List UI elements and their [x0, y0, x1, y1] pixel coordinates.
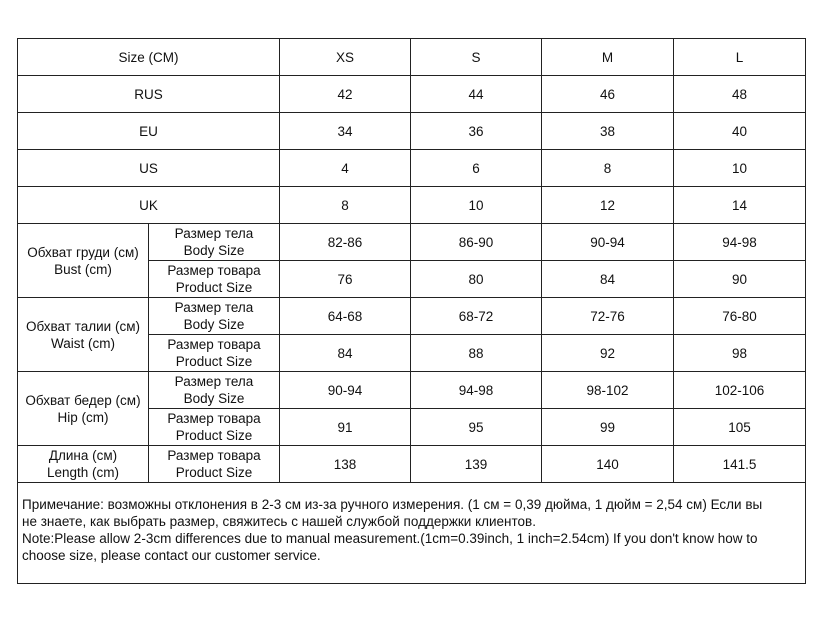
table-cell: 84: [542, 261, 674, 298]
size-table: [17, 38, 806, 584]
sub-label-ru: Размер тела: [174, 374, 254, 389]
row-label-rus: RUS: [18, 76, 280, 113]
table-cell: 64-68: [280, 298, 411, 335]
note-en-line-2: choose size, please contact our customer service.: [22, 548, 321, 563]
table-cell: 72-76: [542, 298, 674, 335]
note-row: [18, 483, 806, 584]
table-cell: 90-94: [280, 372, 411, 409]
group-label-en: Length (cm): [46, 465, 120, 480]
table-cell: 102-106: [674, 372, 806, 409]
group-label-en: Waist (cm): [51, 335, 115, 351]
table-cell: 99: [542, 409, 674, 446]
group-label-ru: Обхват бедер (см): [25, 392, 141, 408]
sub-label-ru: Размер товара: [167, 337, 261, 352]
table-cell: 94-98: [674, 224, 806, 261]
table-cell: 141.5: [674, 446, 806, 483]
group-label-waist: [18, 298, 149, 372]
group-label-hip: [18, 372, 149, 446]
table-cell: 92: [542, 335, 674, 372]
table-cell: 10: [674, 150, 806, 187]
table-cell: 76-80: [674, 298, 806, 335]
sub-label-ru: Размер товара: [167, 448, 261, 463]
table-cell: 98-102: [542, 372, 674, 409]
table-cell: 10: [411, 187, 542, 224]
table-cell: 86-90: [411, 224, 542, 261]
table-cell: 90-94: [542, 224, 674, 261]
sub-label-product-size: [149, 446, 280, 483]
group-label-ru: Длина (см): [48, 448, 118, 463]
table-cell: 91: [280, 409, 411, 446]
group-label-ru: Обхват талии (см): [26, 318, 140, 334]
table-cell: 8: [542, 150, 674, 187]
table-cell: 76: [280, 261, 411, 298]
sub-label-body-size: [149, 372, 280, 409]
table-cell: 90: [674, 261, 806, 298]
sub-label-en: Product Size: [175, 465, 253, 480]
sub-label-en: Product Size: [175, 280, 253, 295]
table-cell: 8: [280, 187, 411, 224]
table-cell: 139: [411, 446, 542, 483]
table-row: [18, 446, 806, 483]
table-row: [18, 224, 806, 261]
note-ru-line-1: Примечание: возможны отклонения в 2-3 см из-за ручного измерения. (1 см = 0,39 дюйма, 1 дюйм = 2,54 см) Если вы: [22, 497, 763, 512]
table-cell: 46: [542, 76, 674, 113]
table-cell: 6: [411, 150, 542, 187]
group-label-en: Bust (cm): [54, 261, 112, 277]
table-row: [18, 113, 806, 150]
sub-label-product-size: [149, 409, 280, 446]
row-label-uk: UK: [18, 187, 280, 224]
sub-label-en: Body Size: [183, 391, 245, 406]
row-label-eu: EU: [18, 113, 280, 150]
table-cell: 38: [542, 113, 674, 150]
row-label-us: US: [18, 150, 280, 187]
table-cell: 80: [411, 261, 542, 298]
sub-label-product-size: [149, 261, 280, 298]
table-cell: 12: [542, 187, 674, 224]
sub-label-en: Body Size: [183, 317, 245, 332]
table-cell: 138: [280, 446, 411, 483]
table-cell: 88: [411, 335, 542, 372]
header-label: Size (CM): [18, 39, 280, 76]
sub-label-ru: Размер товара: [167, 411, 261, 426]
table-cell: 42: [280, 76, 411, 113]
group-label-length: [18, 446, 149, 483]
table-cell: 48: [674, 76, 806, 113]
table-cell: 82-86: [280, 224, 411, 261]
sub-label-product-size: [149, 335, 280, 372]
sub-label-ru: Размер товара: [167, 263, 261, 278]
table-row: [18, 187, 806, 224]
header-row: [18, 39, 806, 76]
sub-label-ru: Размер тела: [174, 226, 254, 241]
sub-label-en: Product Size: [175, 354, 253, 369]
group-label-en: Hip (cm): [57, 409, 109, 425]
table-cell: 105: [674, 409, 806, 446]
size-header-l: L: [674, 39, 806, 76]
table-cell: 14: [674, 187, 806, 224]
table-cell: 44: [411, 76, 542, 113]
measurement-note: [18, 483, 806, 584]
sub-label-body-size: [149, 298, 280, 335]
table-cell: 84: [280, 335, 411, 372]
group-label-ru: Обхват груди (см): [27, 244, 139, 260]
table-cell: 98: [674, 335, 806, 372]
table-cell: 94-98: [411, 372, 542, 409]
table-cell: 4: [280, 150, 411, 187]
sub-label-en: Body Size: [183, 243, 245, 258]
sub-label-body-size: [149, 224, 280, 261]
table-row: [18, 150, 806, 187]
table-row: [18, 76, 806, 113]
sub-label-en: Product Size: [175, 428, 253, 443]
table-cell: 95: [411, 409, 542, 446]
table-cell: 36: [411, 113, 542, 150]
size-header-m: M: [542, 39, 674, 76]
size-header-s: S: [411, 39, 542, 76]
table-cell: 34: [280, 113, 411, 150]
group-label-bust: [18, 224, 149, 298]
size-header-xs: XS: [280, 39, 411, 76]
table-row: [18, 298, 806, 335]
table-row: [18, 372, 806, 409]
table-cell: 68-72: [411, 298, 542, 335]
table-cell: 40: [674, 113, 806, 150]
note-en-line-1: Note:Please allow 2-3cm differences due to manual measurement.(1cm=0.39inch, 1 inch=2.54cm) If you don't know how to: [22, 531, 758, 546]
size-chart: [17, 38, 805, 584]
note-ru-line-2: не знаете, как выбрать размер, свяжитесь с нашей службой поддержки клиентов.: [22, 514, 536, 529]
table-cell: 140: [542, 446, 674, 483]
sub-label-ru: Размер тела: [174, 300, 254, 315]
